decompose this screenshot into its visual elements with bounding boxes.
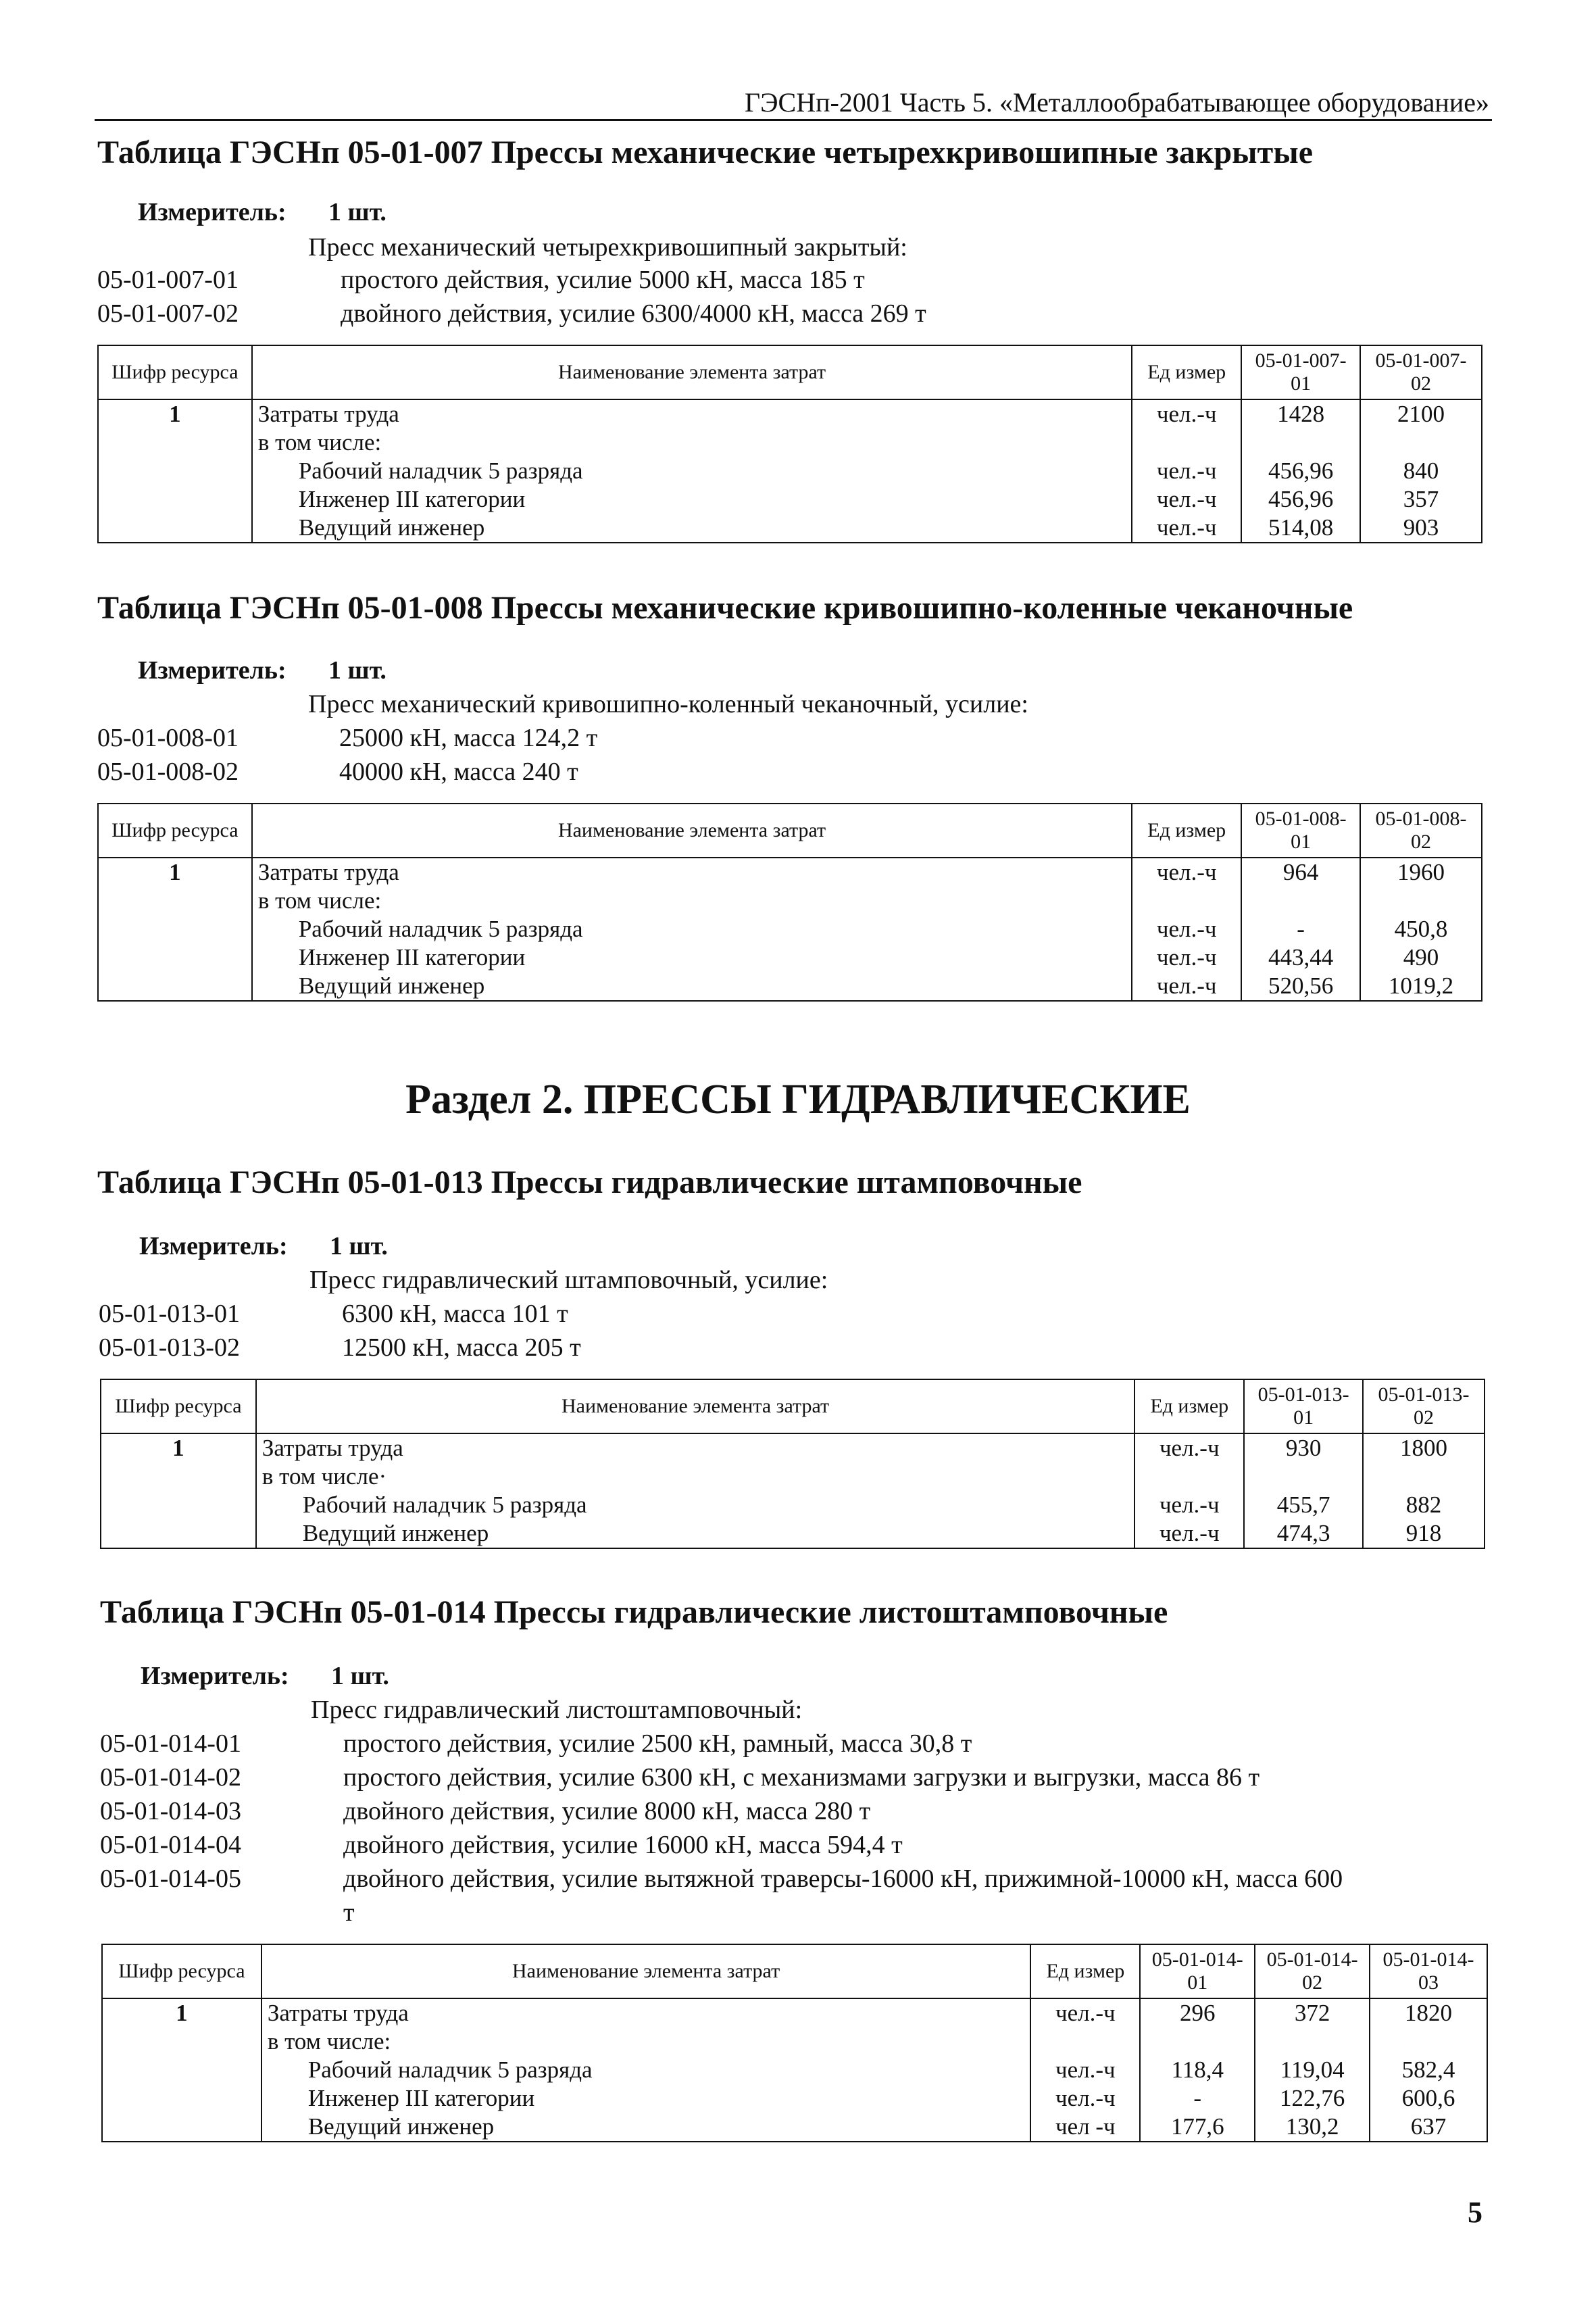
section-title: Раздел 2. ПРЕССЫ ГИДРАВЛИЧЕСКИЕ xyxy=(405,1077,1191,1123)
cost-name: Затраты труда xyxy=(257,859,399,885)
table-007-item-code: 05-01-007-02 xyxy=(97,299,239,328)
cost-name: Инженер III категории xyxy=(298,486,526,512)
cost-unit: чел.-ч xyxy=(1055,2000,1116,2026)
table-014-measure-value: 1 шт. xyxy=(331,1662,389,1690)
table-row xyxy=(98,399,1482,543)
table-014-title: Таблица ГЭСНп 05-01-014 Прессы гидравлические листоштамповочные xyxy=(100,1594,1168,1630)
table-row xyxy=(98,858,1482,1001)
cost-names xyxy=(261,1998,1031,2142)
rate-value: 1820 xyxy=(1405,2000,1453,2026)
rate-value xyxy=(1261,2027,1364,2056)
table-008-title: Таблица ГЭСНп 05-01-008 Прессы механические кривошипно-коленные чеканочные xyxy=(97,590,1353,626)
header-rule xyxy=(95,119,1492,121)
cost-name: Затраты труда xyxy=(267,2000,409,2026)
rate-value xyxy=(1250,1462,1357,1491)
rate-value: - xyxy=(1193,2085,1202,2111)
table-013-item-desc: 6300 кН, масса 101 т xyxy=(342,1300,568,1328)
table-014-item-desc: двойного действия, усилие вытяжной траверсы-16000 кН, прижимной-10000 кН, масса 600 xyxy=(343,1865,1343,1893)
cost-unit xyxy=(1138,428,1235,457)
rate-value: 840 xyxy=(1403,458,1439,484)
table-008-header-row xyxy=(98,804,1482,858)
rate-value: 582,4 xyxy=(1401,2057,1455,2083)
col-header-unit: Ед измер xyxy=(1030,1944,1140,1998)
col-header-code: Шифр ресурса xyxy=(98,804,252,858)
cost-unit: чел.-ч xyxy=(1156,916,1217,942)
cost-unit xyxy=(1141,1462,1238,1491)
col-header-code: Шифр ресурса xyxy=(101,1379,256,1433)
rate-value: 1019,2 xyxy=(1388,973,1454,999)
table-014-item-code: 05-01-014-05 xyxy=(100,1865,241,1893)
resource-code: 1 xyxy=(98,399,252,543)
rate-value: 296 xyxy=(1179,2000,1216,2026)
table-007-header-row xyxy=(98,345,1482,399)
running-header: ГЭСНп-2001 Часть 5. «Металлообрабатывающее оборудование» xyxy=(744,87,1489,118)
col-header-rate: 05-01-014-02 xyxy=(1255,1944,1370,1998)
rate-value: 903 xyxy=(1403,514,1439,541)
cost-unit: чел.-ч xyxy=(1156,973,1217,999)
cost-units xyxy=(1132,399,1241,543)
table-row xyxy=(102,1998,1487,2142)
col-header-unit: Ед измер xyxy=(1134,1379,1244,1433)
table-008-item-code: 05-01-008-01 xyxy=(97,724,239,752)
table-014-item-desc: простого действия, усилие 2500 кН, рамный, масса 30,8 т xyxy=(343,1729,972,1758)
table-014-item-code: 05-01-014-02 xyxy=(100,1763,241,1792)
rate-values xyxy=(1360,399,1482,543)
table-014-item-code: 05-01-014-03 xyxy=(100,1797,241,1825)
cost-units xyxy=(1134,1433,1244,1548)
table-014-item-desc: двойного действия, усилие 8000 кН, масса 280 т xyxy=(343,1797,871,1825)
cost-unit: чел -ч xyxy=(1055,2113,1116,2140)
rate-value: 600,6 xyxy=(1401,2085,1455,2111)
rate-value: 514,08 xyxy=(1268,514,1334,541)
col-header-rate: 05-01-008-01 xyxy=(1241,804,1360,858)
table-008-intro: Пресс механический кривошипно-коленный чеканочный, усилие: xyxy=(308,690,1028,718)
rate-values xyxy=(1360,858,1482,1001)
cost-unit: чел.-ч xyxy=(1055,2057,1116,2083)
rate-value: 1800 xyxy=(1400,1435,1448,1461)
cost-names xyxy=(256,1433,1134,1548)
cost-name: Ведущий инженер xyxy=(298,514,485,541)
rate-values xyxy=(1255,1998,1370,2142)
col-header-unit: Ед измер xyxy=(1132,804,1241,858)
cost-unit: чел.-ч xyxy=(1159,1520,1220,1546)
table-008-measure-label: Измеритель: xyxy=(138,656,286,685)
cost-names xyxy=(252,858,1132,1001)
cost-name: Рабочий наладчик 5 разряда xyxy=(302,1492,587,1518)
table-014-item-code: 05-01-014-01 xyxy=(100,1729,241,1758)
table-014-measure-label: Измеритель: xyxy=(141,1662,289,1690)
table-014-item-code: 05-01-014-04 xyxy=(100,1831,241,1859)
rate-value: 1960 xyxy=(1397,859,1445,885)
table-008-item-code: 05-01-008-02 xyxy=(97,758,239,786)
col-header-name: Наименование элемента затрат xyxy=(261,1944,1031,1998)
cost-name: Рабочий наладчик 5 разряда xyxy=(298,458,583,484)
rate-value xyxy=(1376,2027,1481,2056)
rate-value: 443,44 xyxy=(1268,944,1334,970)
col-header-rate: 05-01-007-02 xyxy=(1360,345,1482,399)
rate-values xyxy=(1241,399,1360,543)
table-007-item-desc: двойного действия, усилие 6300/4000 кН, масса 269 т xyxy=(341,299,926,328)
table-row xyxy=(101,1433,1485,1548)
rate-values xyxy=(1370,1998,1487,2142)
table-008-item-desc: 40000 кН, масса 240 т xyxy=(339,758,578,786)
cost-unit: чел.-ч xyxy=(1156,944,1217,970)
table-014-item-desc-cont: т xyxy=(343,1898,355,1927)
cost-unit: чел.-ч xyxy=(1156,458,1217,484)
col-header-rate: 05-01-013-01 xyxy=(1244,1379,1363,1433)
table-007-measure-value: 1 шт. xyxy=(328,198,386,226)
page-number: 5 xyxy=(1468,2196,1482,2229)
rate-values xyxy=(1241,858,1360,1001)
col-header-rate: 05-01-014-01 xyxy=(1140,1944,1255,1998)
table-013-measure-label: Измеритель: xyxy=(139,1232,288,1260)
rate-value: 177,6 xyxy=(1170,2113,1224,2140)
rate-value xyxy=(1146,2027,1249,2056)
table-013-cost-grid xyxy=(100,1379,1485,1549)
rate-values xyxy=(1363,1433,1485,1548)
rate-values xyxy=(1140,1998,1255,2142)
table-013-item-code: 05-01-013-02 xyxy=(99,1333,240,1362)
table-013-measure-value: 1 шт. xyxy=(330,1232,388,1260)
rate-value: 122,76 xyxy=(1280,2085,1345,2111)
rate-value: 455,7 xyxy=(1276,1492,1330,1518)
rate-value xyxy=(1247,428,1354,457)
cost-units xyxy=(1030,1998,1140,2142)
table-008-measure-value: 1 шт. xyxy=(328,656,386,685)
cost-units xyxy=(1132,858,1241,1001)
cost-name: Инженер III категории xyxy=(307,2085,535,2111)
rate-value: 372 xyxy=(1294,2000,1330,2026)
col-header-rate: 05-01-014-03 xyxy=(1370,1944,1487,1998)
cost-unit: чел.-ч xyxy=(1156,514,1217,541)
rate-value xyxy=(1366,887,1476,915)
cost-name: Инженер III категории xyxy=(298,944,526,970)
rate-value: 520,56 xyxy=(1268,973,1334,999)
rate-value: 119,04 xyxy=(1280,2057,1345,2083)
rate-value: 450,8 xyxy=(1394,916,1448,942)
rate-value: 637 xyxy=(1410,2113,1447,2140)
rate-value: 882 xyxy=(1405,1492,1442,1518)
cost-unit: чел.-ч xyxy=(1156,486,1217,512)
cost-name: Затраты труда xyxy=(257,401,399,427)
rate-value: 357 xyxy=(1403,486,1439,512)
table-013-header-row xyxy=(101,1379,1485,1433)
table-007-item-code: 05-01-007-01 xyxy=(97,266,239,294)
col-header-rate: 05-01-007-01 xyxy=(1241,345,1360,399)
rate-value: 474,3 xyxy=(1276,1520,1330,1546)
rate-value: 456,96 xyxy=(1268,458,1334,484)
cost-name: в том числе: xyxy=(257,429,382,456)
table-014-header-row xyxy=(102,1944,1487,1998)
table-007-cost-grid xyxy=(97,345,1482,543)
rate-value xyxy=(1369,1462,1478,1491)
cost-name: Ведущий инженер xyxy=(298,973,485,999)
rate-value xyxy=(1366,428,1476,457)
cost-unit: чел.-ч xyxy=(1159,1492,1220,1518)
table-013-item-code: 05-01-013-01 xyxy=(99,1300,240,1328)
cost-unit xyxy=(1138,887,1235,915)
table-014-item-desc: простого действия, усилие 6300 кН, с механизмами загрузки и выгрузки, масса 86 т xyxy=(343,1763,1260,1792)
col-header-name: Наименование элемента затрат xyxy=(252,345,1132,399)
cost-unit xyxy=(1037,2027,1134,2056)
table-008-item-desc: 25000 кН, масса 124,2 т xyxy=(339,724,598,752)
cost-unit: чел.-ч xyxy=(1156,401,1217,427)
table-013-intro: Пресс гидравлический штамповочный, усилие: xyxy=(309,1266,828,1294)
cost-name: Затраты труда xyxy=(261,1435,403,1461)
rate-value: 456,96 xyxy=(1268,486,1334,512)
cost-name: в том числе: xyxy=(267,2028,391,2054)
cost-name: Рабочий наладчик 5 разряда xyxy=(307,2057,593,2083)
rate-value: 118,4 xyxy=(1171,2057,1224,2083)
rate-value: 130,2 xyxy=(1285,2113,1339,2140)
col-header-code: Шифр ресурса xyxy=(102,1944,261,1998)
cost-name: в том числе: xyxy=(257,887,382,914)
table-014-cost-grid xyxy=(101,1944,1488,2142)
col-header-name: Наименование элемента затрат xyxy=(252,804,1132,858)
rate-value: 2100 xyxy=(1397,401,1445,427)
table-007-item-desc: простого действия, усилие 5000 кН, масса 185 т xyxy=(341,266,865,294)
rate-value: 930 xyxy=(1285,1435,1322,1461)
cost-unit: чел.-ч xyxy=(1156,859,1217,885)
table-013-item-desc: 12500 кН, масса 205 т xyxy=(342,1333,581,1362)
rate-values xyxy=(1244,1433,1363,1548)
resource-code: 1 xyxy=(102,1998,261,2142)
table-014-intro: Пресс гидравлический листоштамповочный: xyxy=(311,1696,803,1724)
table-007-measure-label: Измеритель: xyxy=(138,198,286,226)
rate-value: 1428 xyxy=(1277,401,1325,427)
table-014-item-desc: двойного действия, усилие 16000 кН, масса 594,4 т xyxy=(343,1831,903,1859)
cost-name: Рабочий наладчик 5 разряда xyxy=(298,916,583,942)
table-013-title: Таблица ГЭСНп 05-01-013 Прессы гидравлические штамповочные xyxy=(97,1164,1082,1200)
resource-code: 1 xyxy=(101,1433,256,1548)
rate-value: - xyxy=(1297,916,1305,942)
col-header-rate: 05-01-008-02 xyxy=(1360,804,1482,858)
cost-unit: чел.-ч xyxy=(1159,1435,1220,1461)
col-header-rate: 05-01-013-02 xyxy=(1363,1379,1485,1433)
col-header-unit: Ед измер xyxy=(1132,345,1241,399)
rate-value xyxy=(1247,887,1354,915)
table-007-title: Таблица ГЭСНп 05-01-007 Прессы механические четырехкривошипные закрытые xyxy=(97,134,1314,170)
rate-value: 964 xyxy=(1282,859,1319,885)
cost-name: Ведущий инженер xyxy=(302,1520,489,1546)
resource-code: 1 xyxy=(98,858,252,1001)
table-007-intro: Пресс механический четырехкривошипный закрытый: xyxy=(308,233,907,262)
cost-name: в том числе· xyxy=(261,1463,387,1490)
table-008-cost-grid xyxy=(97,803,1482,1002)
rate-value: 918 xyxy=(1405,1520,1442,1546)
cost-names xyxy=(252,399,1132,543)
col-header-code: Шифр ресурса xyxy=(98,345,252,399)
col-header-name: Наименование элемента затрат xyxy=(256,1379,1134,1433)
cost-name: Ведущий инженер xyxy=(307,2113,495,2140)
rate-value: 490 xyxy=(1403,944,1439,970)
cost-unit: чел.-ч xyxy=(1055,2085,1116,2111)
